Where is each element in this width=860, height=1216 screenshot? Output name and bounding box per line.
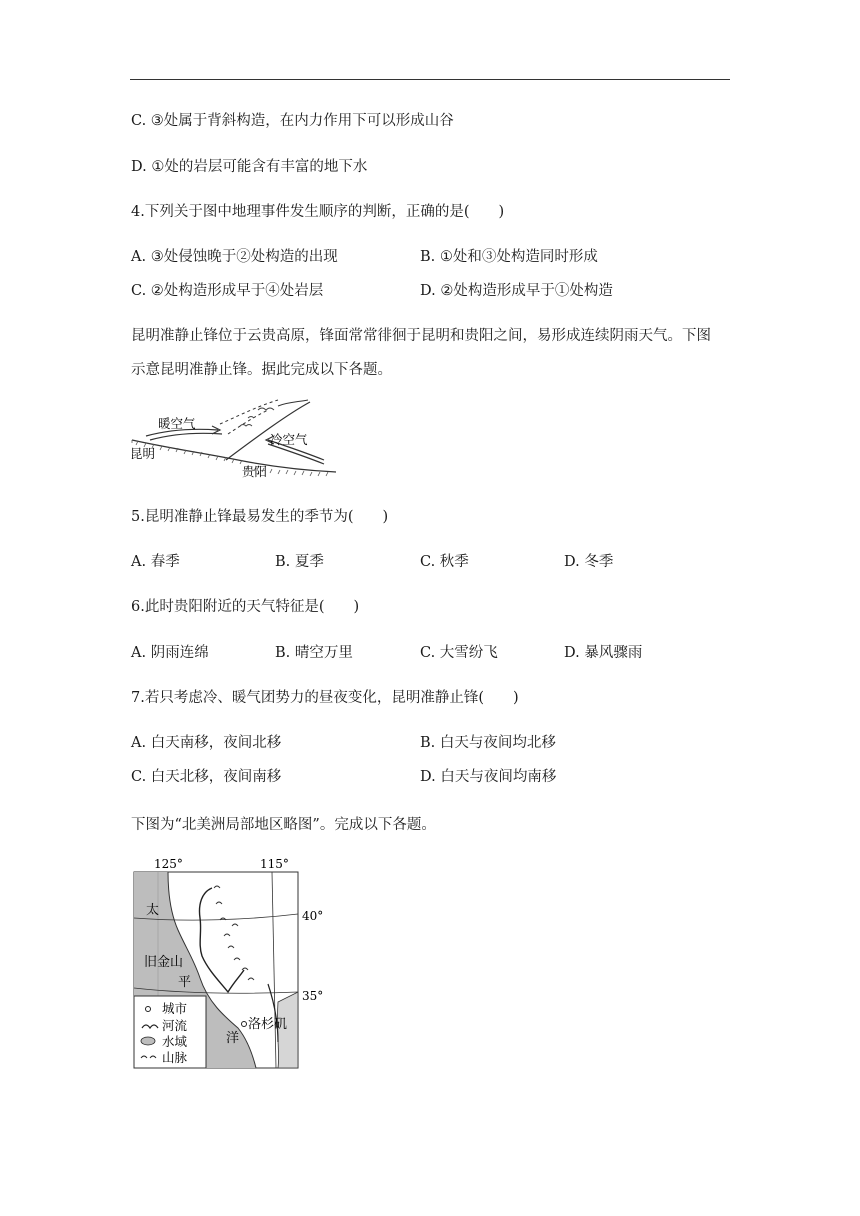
intro-front-1: 昆明准静止锋位于云贵高原，锋面常常徘徊于昆明和贵阳之间，易形成连续阴雨天气。下图	[131, 328, 711, 344]
option-6c: C. 大雪纷飞	[420, 645, 498, 661]
option-4b: B. ①处和③处构造同时形成	[420, 249, 598, 265]
legend-water: 水域	[162, 1034, 188, 1049]
question-6: 6.此时贵阳附近的天气特征是( )	[131, 599, 360, 615]
intro-map: 下图为“北美洲局部地区略图”。完成以下各题。	[131, 817, 436, 833]
city-los-angeles: 洛杉矶	[248, 1017, 288, 1032]
question-5: 5.昆明准静止锋最易发生的季节为( )	[131, 509, 389, 525]
option-7c: C. 白天北移，夜间南移	[131, 769, 282, 785]
option-6d: D. 暴风骤雨	[564, 645, 643, 661]
option-5c: C. 秋季	[420, 554, 469, 570]
option-4d: D. ②处构造形成早于①处构造	[420, 283, 613, 299]
north-america-map	[128, 852, 328, 1072]
option-3d: D. ①处的岩层可能含有丰富的地下水	[131, 159, 368, 175]
lon-115-label: 115°	[260, 857, 289, 871]
intro-front-2: 示意昆明准静止锋。据此完成以下各题。	[131, 362, 392, 378]
option-7a: A. 白天南移，夜间北移	[131, 735, 282, 751]
option-3c: C. ③处属于背斜构造，在内力作用下可以形成山谷	[131, 113, 454, 129]
ocean-label-2: 平	[178, 975, 192, 990]
guiyang-label: 贵阳	[242, 464, 268, 479]
option-7d: D. 白天与夜间均南移	[420, 769, 557, 785]
legend-mountain: 山脉	[162, 1050, 188, 1065]
option-5a: A. 春季	[131, 554, 180, 570]
ocean-label-1: 太	[146, 903, 160, 918]
front-diagram	[128, 396, 338, 484]
city-san-francisco: 旧金山	[144, 955, 184, 970]
lat-35-label: 35°	[302, 989, 324, 1003]
question-7: 7.若只考虑冷、暖气团势力的昼夜变化，昆明准静止锋( )	[131, 690, 519, 706]
kunming-label: 昆明	[130, 446, 156, 461]
option-5b: B. 夏季	[275, 554, 324, 570]
option-4a: A. ③处侵蚀晚于②处构造的出现	[131, 249, 338, 265]
option-6b: B. 晴空万里	[275, 645, 353, 661]
city-la-marker	[242, 1022, 247, 1027]
lat-40-label: 40°	[302, 909, 324, 923]
warm-air-label: 暖空气	[158, 416, 196, 431]
ocean-label-3: 洋	[226, 1031, 240, 1046]
question-4: 4.下列关于图中地理事件发生顺序的判断，正确的是( )	[131, 204, 505, 220]
option-5d: D. 冬季	[564, 554, 614, 570]
option-6a: A. 阴雨连绵	[131, 645, 209, 661]
header-rule	[130, 79, 730, 80]
legend-city: 城市	[162, 1001, 188, 1016]
front-surface	[226, 402, 310, 460]
cold-air-label: 冷空气	[270, 432, 308, 447]
option-7b: B. 白天与夜间均北移	[420, 735, 556, 751]
option-4c: C. ②处构造形成早于④处岩层	[131, 283, 324, 299]
lon-125-label: 125°	[154, 857, 183, 871]
legend-river: 河流	[162, 1018, 188, 1033]
